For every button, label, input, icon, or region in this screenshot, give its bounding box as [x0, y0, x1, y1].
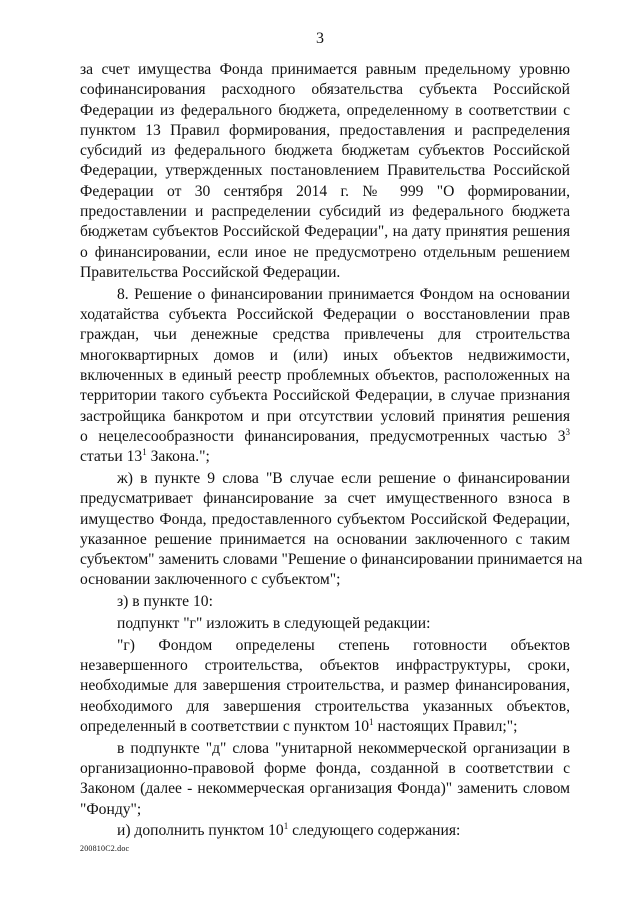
text-line: Правительства Российской Федерации. — [80, 263, 341, 281]
text-fragment: Закона."; — [146, 448, 210, 466]
text-line: незавершенного строительства, объектов инфраструктуры, сроки, — [80, 657, 570, 675]
superscript: 3 — [565, 426, 570, 437]
text-line: имущество Фонда, предоставленного субъектом Российской Федерации, — [80, 510, 570, 528]
text-line: основании заключенного с субъектом"; — [80, 571, 341, 589]
text-fragment: о нецелесообразности финансирования, предусмотренных частью 3 — [80, 427, 566, 445]
text-fragment: определенный в соответствии с пунктом 10 — [80, 718, 370, 735]
text-line: субъектом" заменить словами "Решение о финансировании принимается на — [80, 551, 583, 569]
text-line: предусматривает финансирование за счет имущественного взноса в — [80, 490, 570, 508]
text-line: 8. Решение о финансировании принимается Фондом на основании — [117, 285, 570, 303]
text-line: ж) в пункте 9 слова "В случае если решение о финансировании — [117, 469, 570, 487]
text-line: ходатайства субъекта Российской Федерации о восстановлении прав — [80, 306, 570, 324]
text-line: субсидий из федерального бюджета бюджетам субъектов Российской — [80, 142, 570, 160]
text-line: включенных в единый реестр проблемных объектов, расположенных на — [80, 366, 570, 384]
text-line: пунктом 13 Правил формирования, предоставления и распределения — [80, 121, 570, 139]
text-line: з) в пункте 10: — [117, 593, 213, 611]
superscript: 1 — [283, 821, 289, 832]
text-line: бюджетам субъектов Российской Федерации", на дату принятия решения — [80, 223, 570, 241]
text-line: граждан, чьи денежные средства привлечены для строительства — [80, 326, 570, 344]
superscript: 1 — [142, 447, 147, 458]
text-line — [80, 427, 570, 447]
page-number: 3 — [316, 30, 324, 47]
text-line: "г) Фондом определены степень готовности объектов — [117, 636, 570, 654]
text-fragment: и) дополнить пунктом 10 — [117, 822, 284, 840]
text-line: предоставлении и распределении субсидий из федерального бюджета — [80, 203, 570, 221]
text-line: организационно-правовой форме фонда, созданной в соответствии с — [80, 760, 570, 778]
text-fragment: настоящих Правил;"; — [373, 718, 518, 735]
text-line: за счет имущества Фонда принимается равным предельному уровню — [80, 61, 570, 78]
text-line — [80, 821, 570, 841]
text-line: о финансировании, если иное не предусмотрено отдельным решением — [80, 243, 570, 261]
text-line: Федерации от 30 сентября 2014 г. № 999 "О формировании, — [80, 182, 570, 200]
text-line — [80, 447, 570, 467]
text-line: в подпункте "д" слова "унитарной некоммерческой организации в — [117, 739, 570, 757]
text-line — [80, 717, 570, 737]
superscript: 1 — [369, 717, 374, 727]
text-fragment: следующего содержания: — [288, 822, 461, 840]
text-line: "Фонду"; — [80, 800, 142, 818]
text-line: софинансирования расходного обязательства субъекта Российской — [80, 81, 570, 99]
text-line: многоквартирных домов и (или) иных объектов недвижимости, — [80, 346, 570, 364]
text-line: Федерации, утвержденных постановлением Правительства Российской — [80, 162, 570, 180]
text-line: Федерации из федерального бюджета, определенному в соответствии с — [80, 101, 570, 119]
text-line: подпункт "г" изложить в следующей редакции: — [117, 615, 431, 633]
text-fragment: статьи 13 — [80, 448, 143, 466]
text-line: указанное решение принимается на основании заключенного с таким — [80, 530, 570, 548]
text-line: Законом (далее - некоммерческая организация Фонда)" заменить словом — [80, 780, 570, 798]
text-line: необходимые для завершения строительства, и размер финансирования, — [80, 677, 570, 695]
footer-file-code: 200810C2.doc — [80, 844, 130, 853]
text-line: застройщика банкротом и при отсутствии условий принятия решения — [80, 407, 570, 425]
document-body — [80, 60, 583, 842]
text-line: территории такого субъекта Российской Федерации, в случае признания — [80, 387, 570, 405]
text-line: необходимого для завершения строительства указанных объектов, — [80, 697, 570, 715]
